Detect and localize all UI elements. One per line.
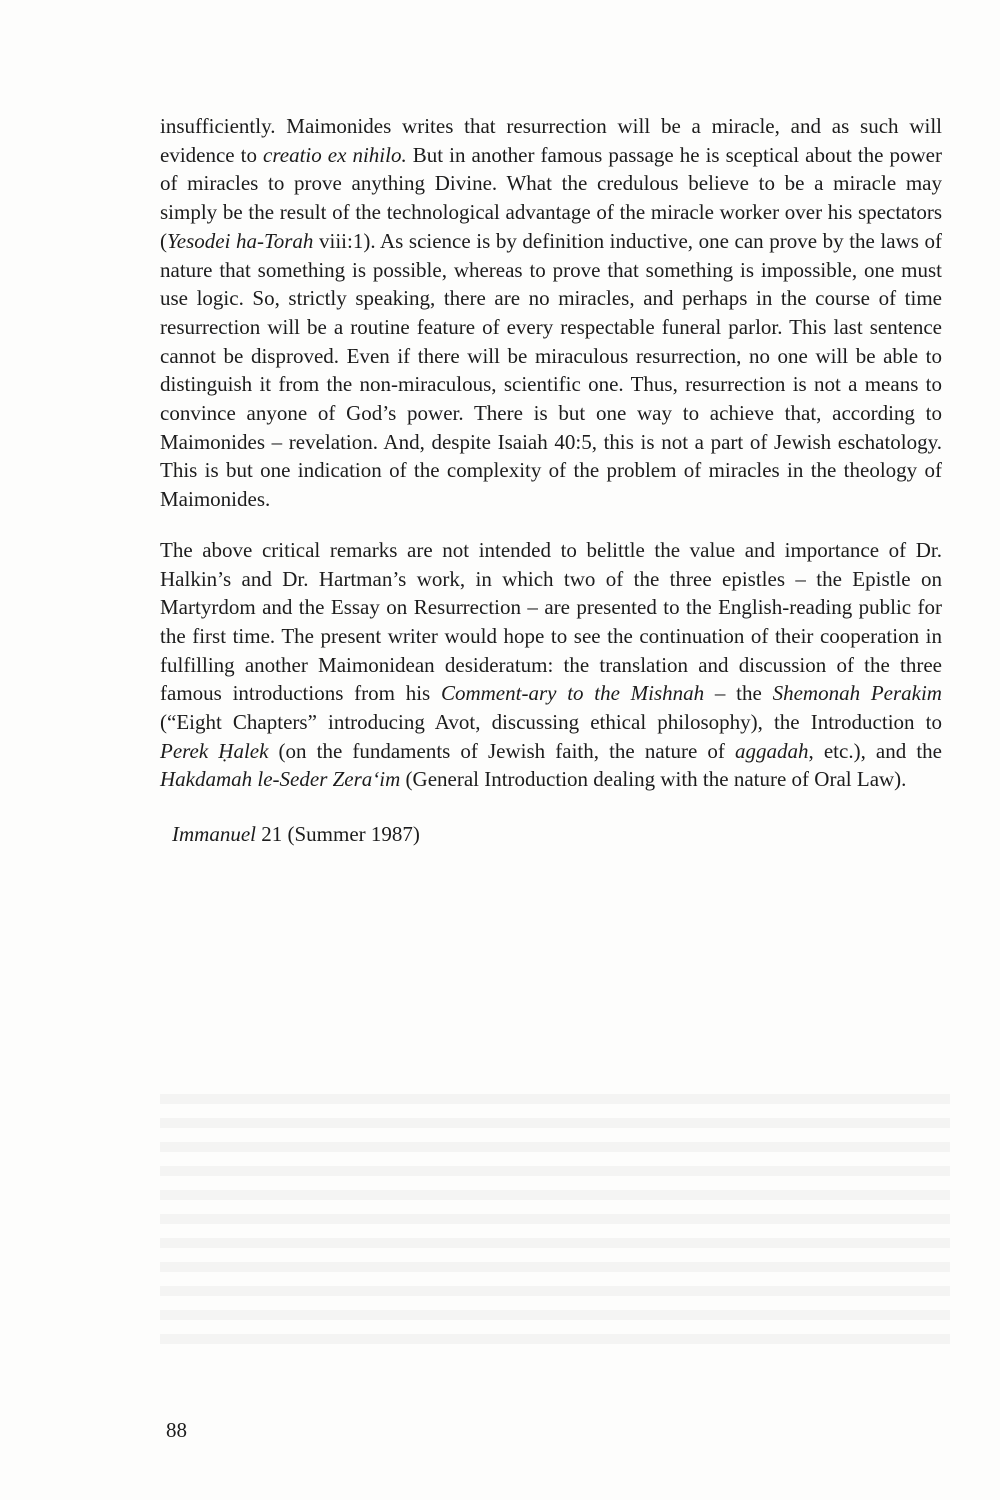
text-run: (on the fundaments of Jewish faith, the nature of: [268, 738, 736, 763]
italic-term: Shemonah Perakim: [772, 681, 942, 706]
text-run: The above critical remarks are not intended to belittle the value and importance of Dr. Halkin’s and Dr. Hartman’s work, in which two of the three epistles – the Epistle on Martyrdom and the Essay on Resurrection – are presented to the English-reading public for the first time. The present writer would hope to see the continuation of their cooperation in fulfilling another Maimonidean desideratum: the translation and discussion of the three famous introductions from his: [160, 537, 942, 706]
italic-term: Hakdamah le-Seder Zera‘im: [160, 767, 401, 792]
italic-term: Perek Ḥalek: [160, 738, 269, 763]
italic-term: Yesodei ha-Torah: [167, 228, 314, 253]
issue-details: 21 (Summer 1987): [255, 822, 420, 847]
text-run: viii:1). As science is by definition inductive, one can prove by the laws of nature that something is possible, whereas to prove that something is impossible, one must use logic. So, strictly speaking, there are no miracles, and perhaps in the course of time resurrection will be a routine feature of every respectable funeral parlor. This last sentence cannot be disproved. Even if there will be miraculous resurrection, no one will be able to distinguish it from the non-miraculous, scientific one. Thus, resurrection is not a means to convince anyone of God’s power. There is but one way to achieve that, according to Maimonides – revelation. And, despite Isaiah 40:5, this is not a part of Jewish eschatology. This is but one indication of the complexity of the problem of miracles in the theology of Maimonides.: [160, 228, 942, 512]
paragraph-2: [160, 536, 942, 794]
text-run: insufficiently. Maimonides writes that resurrection will be a miracle, and as such will evidence to: [160, 114, 942, 167]
text-run: , etc.), and the: [808, 738, 942, 763]
page-number: 88: [166, 1418, 187, 1442]
paragraph-1: [160, 112, 942, 514]
text-run: (General Introduction dealing with the nature of Oral Law).: [400, 767, 907, 792]
text-run: (“Eight Chapters” introducing Avot, discussing ethical philosophy), the Introduction to: [160, 710, 942, 735]
journal-name: Immanuel: [172, 822, 256, 847]
text-run: – the: [704, 681, 773, 706]
source-citation: [160, 820, 942, 849]
italic-term: creatio ex nihilo.: [263, 142, 407, 167]
body-text: [160, 112, 942, 849]
italic-term: aggadah: [735, 738, 809, 763]
text-run: But in another famous passage he is sceptical about the power of miracles to prove anything Divine. What the credulous believe to be a miracle may simply be the result of the technological advantage of the miracle worker over his spectators (: [160, 142, 942, 253]
italic-term: Comment-ary to the Mishnah: [440, 681, 705, 706]
